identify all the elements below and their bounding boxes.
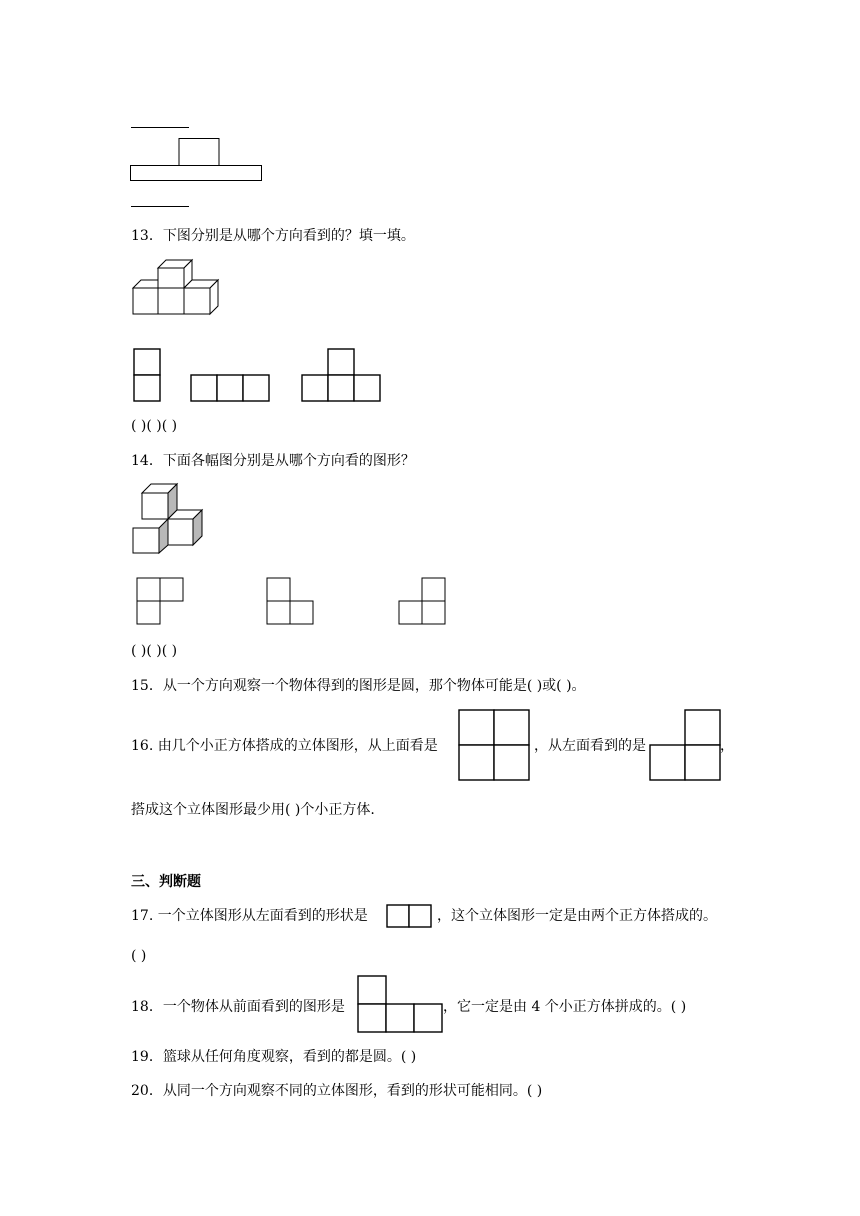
cube-stack-figure-13	[132, 256, 224, 318]
question-14: 14．下面各幅图分别是从哪个方向看的图形？	[131, 453, 415, 469]
answer-blank-17[interactable]: ( )	[131, 948, 147, 964]
question-16-part3: ，	[720, 738, 734, 754]
question-13: 13．下图分别是从哪个方向看到的？填一填。	[131, 228, 415, 244]
question-17-part2: ，这个立体图形一定是由两个正方体搭成的。	[437, 908, 717, 924]
question-17-part1: 17. 一个立体图形从左面看到的形状是	[131, 908, 368, 924]
question-18-part1: 18．一个物体从前面看到的图形是	[131, 999, 345, 1015]
answer-blanks-13[interactable]: ( )( )( )	[131, 418, 178, 434]
view-figure-14a	[136, 577, 186, 627]
answer-blanks-14[interactable]: ( )( )( )	[131, 643, 178, 659]
front-view-figure	[130, 138, 263, 183]
front-view-figure-18	[357, 975, 445, 1035]
cube-stack-figure-14	[132, 484, 206, 554]
left-view-figure-16	[649, 709, 723, 783]
question-15: 15．从一个方向观察一个物体得到的图形是圆，那个物体可能是( )或( )。	[131, 678, 586, 694]
top-view-figure-16	[458, 709, 532, 783]
view-figure-13c	[301, 348, 385, 404]
question-20: 20．从同一个方向观察不同的立体图形，看到的形状可能相同。( )	[131, 1083, 543, 1099]
question-16-part1: 16. 由几个小正方体搭成的立体图形，从上面看是	[131, 738, 438, 754]
view-figure-13b	[190, 374, 274, 404]
question-19: 19．篮球从任何角度观察，看到的都是圆。( )	[131, 1049, 417, 1065]
left-view-figure-17	[386, 904, 434, 930]
answer-line	[131, 127, 189, 128]
view-figure-14c	[398, 577, 448, 627]
section-title: 三、判断题	[131, 874, 201, 890]
answer-line	[131, 206, 189, 207]
question-18-part2: ，它一定是由 4 个小正方体拼成的。( )	[443, 999, 687, 1015]
question-16-line2: 搭成这个立体图形最少用( )个小正方体.	[131, 802, 375, 818]
question-16-part2: ，从左面看到的是	[534, 738, 646, 754]
view-figure-14b	[266, 577, 316, 627]
view-figure-13a	[133, 348, 163, 404]
